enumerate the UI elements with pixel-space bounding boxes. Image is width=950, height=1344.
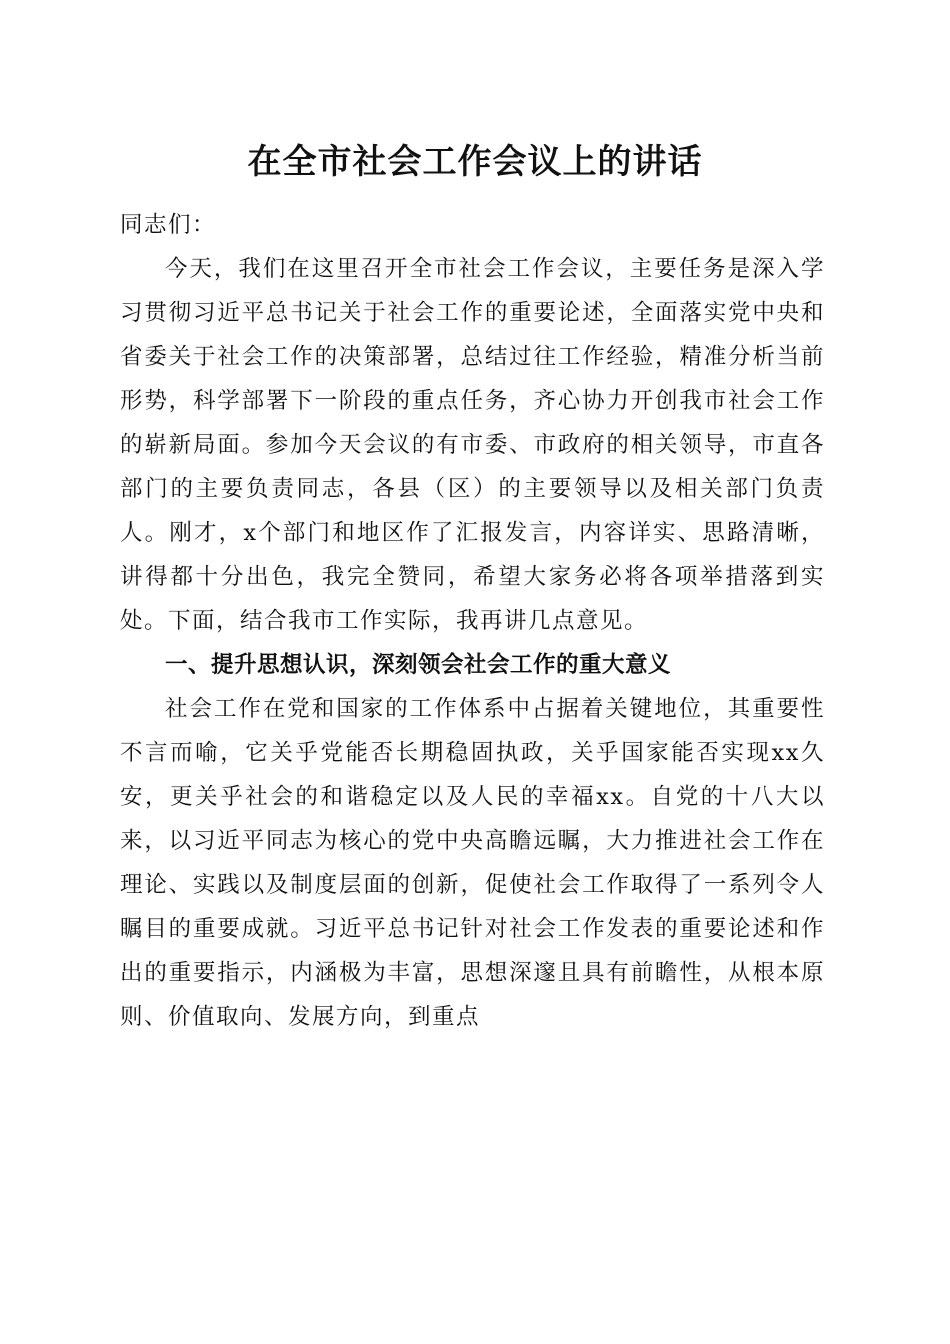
salutation: 同志们： <box>120 212 217 238</box>
document-title: 在全市社会工作会议上的讲话 <box>247 142 703 182</box>
section-paragraph: 社会工作在党和国家的工作体系中占据着关键地位，其重要性不言而喻，它关乎党能否长期稳固执政，关乎国家能否实现xx久安，更关乎社会的和谐稳定以及人民的幸福xx。自党的十八大以来，以习近平同志为核心的党中央高瞻远瞩，大力推进社会工作在理论、实践以及制度层面的创新，促使社会工作取得了一系列令人瞩目的重要成就。习近平总书记针对社会工作发表的重要论述和作出的重要指示，内涵极为丰富，思想深邃且具有前瞻性，从根本原则、价值取向、发展方向，到重点 <box>120 696 825 1030</box>
document-body <box>120 203 825 1039</box>
section-heading: 一、提升思想认识，深刻领会社会工作的重大意义 <box>165 652 672 678</box>
opening-paragraph: 今天，我们在这里召开全市社会工作会议，主要任务是深入学习贯彻习近平总书记关于社会工作的重要论述，全面落实党中央和省委关于社会工作的决策部署，总结过往工作经验，精准分析当前形势，科学部署下一阶段的重点任务，齐心协力开创我市社会工作的崭新局面。参加今天会议的有市委、市政府的相关领导，市直各部门的主要负责同志，各县（区）的主要领导以及相关部门负责人。刚才，x个部门和地区作了汇报发言，内容详实、思路清晰，讲得都十分出色，我完全赞同，希望大家务必将各项举措落到实处。下面，结合我市工作实际，我再讲几点意见。 <box>120 256 825 634</box>
